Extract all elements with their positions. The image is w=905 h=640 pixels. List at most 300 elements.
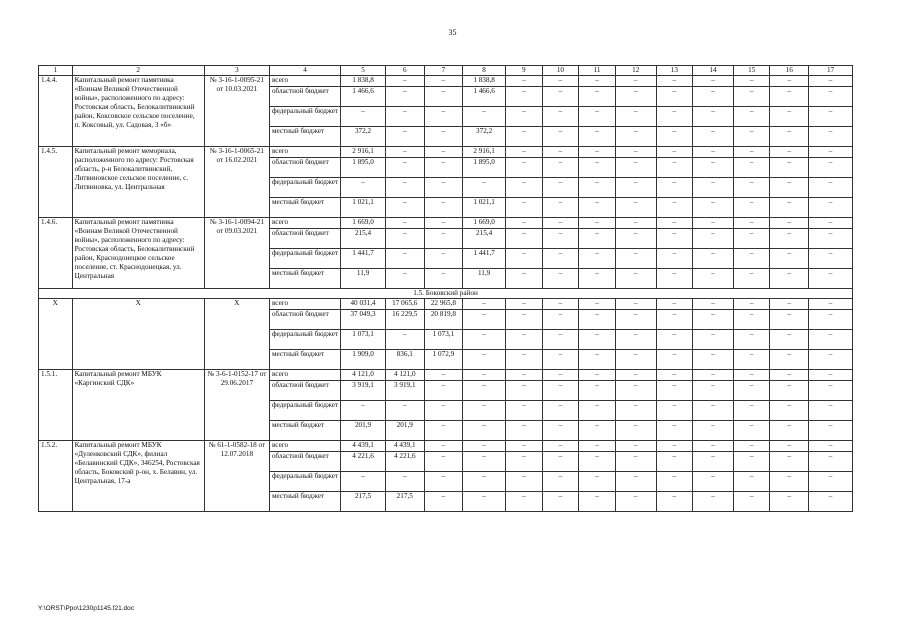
funding-source-label: местный бюджет — [269, 350, 340, 370]
funding-source-label: областной бюджет — [269, 87, 340, 107]
funding-source-label: областной бюджет — [269, 229, 340, 249]
empty-year-cell: – — [542, 249, 579, 269]
funding-source-label: федеральный бюджет — [269, 472, 340, 492]
empty-year-cell: – — [733, 127, 770, 147]
empty-year-cell: – — [770, 472, 809, 492]
funding-source-label: областной бюджет — [269, 158, 340, 178]
empty-year-cell: – — [579, 76, 616, 87]
value-cell: – — [424, 249, 463, 269]
value-cell: – — [341, 107, 386, 127]
empty-year-cell: – — [770, 76, 809, 87]
value-cell: – — [463, 178, 506, 198]
empty-year-cell: – — [693, 299, 734, 310]
empty-year-cell: – — [656, 229, 693, 249]
empty-year-cell: – — [733, 229, 770, 249]
value-cell: 1 466,6 — [341, 87, 386, 107]
empty-year-cell: – — [615, 401, 656, 421]
empty-year-cell: – — [693, 492, 734, 512]
empty-year-cell: – — [693, 229, 734, 249]
empty-year-cell: – — [615, 421, 656, 441]
empty-year-cell: – — [693, 472, 734, 492]
empty-year-cell: – — [693, 158, 734, 178]
header-row — [39, 66, 853, 76]
empty-year-cell: – — [656, 299, 693, 310]
value-cell: 1 669,0 — [463, 218, 506, 229]
empty-year-cell: – — [579, 421, 616, 441]
value-cell: 1 838,8 — [341, 76, 386, 87]
value-cell: – — [385, 229, 424, 249]
empty-year-cell: – — [579, 330, 616, 350]
empty-year-cell: – — [615, 370, 656, 381]
empty-year-cell: – — [693, 127, 734, 147]
empty-year-cell: – — [809, 76, 853, 87]
value-cell: 40 031,4 — [341, 299, 386, 310]
value-cell: – — [424, 87, 463, 107]
column-number-header: 13 — [656, 66, 693, 76]
empty-year-cell: – — [770, 107, 809, 127]
empty-year-cell: – — [770, 229, 809, 249]
empty-year-cell: – — [505, 330, 542, 350]
empty-year-cell: – — [770, 310, 809, 330]
value-cell: 1 073,1 — [424, 330, 463, 350]
value-cell: 1 838,8 — [463, 76, 506, 87]
region-title: 1.5. Боковский район — [39, 289, 853, 299]
empty-year-cell: – — [733, 421, 770, 441]
funding-source-label: местный бюджет — [269, 198, 340, 218]
empty-year-cell: – — [733, 218, 770, 229]
empty-year-cell: – — [656, 381, 693, 401]
value-cell: – — [424, 492, 463, 512]
empty-year-cell: – — [579, 147, 616, 158]
file-path-footer: Y:\ORST\Ppo\1230p1145.f21.doc — [38, 605, 135, 612]
value-cell: – — [424, 472, 463, 492]
document-reference: № 3-16-1-0065-21 от 16.02.2021 — [204, 147, 269, 218]
empty-year-cell: – — [505, 76, 542, 87]
empty-year-cell: – — [733, 452, 770, 472]
empty-year-cell: – — [615, 381, 656, 401]
empty-year-cell: – — [505, 87, 542, 107]
value-cell: – — [385, 249, 424, 269]
empty-year-cell: – — [809, 401, 853, 421]
empty-year-cell: – — [579, 87, 616, 107]
empty-year-cell: – — [733, 198, 770, 218]
object-name: Капитальный ремонт мемориала, расположенного по адресу: Ростовская область, р-н Белокалитвинский, Литвиновское сельское поселение, с. Литвиновка, ул. Центральная — [72, 147, 204, 218]
empty-year-cell: – — [770, 330, 809, 350]
empty-year-cell: – — [809, 472, 853, 492]
value-cell: – — [424, 421, 463, 441]
empty-year-cell: – — [656, 158, 693, 178]
empty-year-cell: – — [615, 452, 656, 472]
empty-year-cell: – — [733, 401, 770, 421]
value-cell: – — [424, 229, 463, 249]
empty-year-cell: – — [579, 158, 616, 178]
empty-year-cell: – — [615, 158, 656, 178]
column-number-header: 17 — [809, 66, 853, 76]
empty-year-cell: – — [615, 178, 656, 198]
value-cell: 1 441,7 — [341, 249, 386, 269]
empty-year-cell: – — [656, 310, 693, 330]
empty-year-cell: – — [615, 218, 656, 229]
empty-year-cell: – — [693, 452, 734, 472]
document-reference: № 3-16-1-0094-21 от 09.03.2021 — [204, 218, 269, 289]
funding-source-label: областной бюджет — [269, 310, 340, 330]
column-number-header: 5 — [341, 66, 386, 76]
empty-year-cell: – — [809, 178, 853, 198]
empty-year-cell: – — [579, 229, 616, 249]
value-cell: – — [463, 472, 506, 492]
empty-year-cell: – — [770, 421, 809, 441]
column-number-header: 2 — [72, 66, 204, 76]
value-cell: 20 819,8 — [424, 310, 463, 330]
empty-year-cell: – — [656, 249, 693, 269]
value-cell: – — [463, 452, 506, 472]
value-cell: – — [424, 147, 463, 158]
x-marker: Х — [72, 299, 204, 370]
value-cell: – — [385, 198, 424, 218]
value-cell: 4 121,0 — [341, 370, 386, 381]
value-cell: – — [463, 492, 506, 512]
empty-year-cell: – — [693, 198, 734, 218]
empty-year-cell: – — [656, 370, 693, 381]
value-cell: – — [385, 147, 424, 158]
budget-table — [38, 65, 853, 512]
column-number-header: 6 — [385, 66, 424, 76]
empty-year-cell: – — [505, 350, 542, 370]
empty-year-cell: – — [656, 198, 693, 218]
page-number: 35 — [448, 28, 457, 37]
empty-year-cell: – — [693, 310, 734, 330]
value-cell: 16 229,5 — [385, 310, 424, 330]
empty-year-cell: – — [733, 107, 770, 127]
empty-year-cell: – — [693, 350, 734, 370]
value-cell: 4 121,0 — [385, 370, 424, 381]
empty-year-cell: – — [770, 178, 809, 198]
empty-year-cell: – — [656, 218, 693, 229]
empty-year-cell: – — [542, 269, 579, 289]
empty-year-cell: – — [656, 472, 693, 492]
empty-year-cell: – — [542, 401, 579, 421]
value-cell: – — [463, 401, 506, 421]
empty-year-cell: – — [733, 381, 770, 401]
empty-year-cell: – — [615, 492, 656, 512]
funding-source-label: областной бюджет — [269, 452, 340, 472]
value-cell: 372,2 — [341, 127, 386, 147]
value-cell: – — [424, 269, 463, 289]
empty-year-cell: – — [656, 401, 693, 421]
value-cell: 372,2 — [463, 127, 506, 147]
empty-year-cell: – — [579, 492, 616, 512]
funding-source-label: всего — [269, 370, 340, 381]
empty-year-cell: – — [656, 452, 693, 472]
empty-year-cell: – — [542, 158, 579, 178]
value-cell: – — [463, 350, 506, 370]
funding-source-label: областной бюджет — [269, 381, 340, 401]
column-number-header: 14 — [693, 66, 734, 76]
empty-year-cell: – — [656, 76, 693, 87]
empty-year-cell: – — [505, 218, 542, 229]
empty-year-cell: – — [542, 310, 579, 330]
empty-year-cell: – — [505, 310, 542, 330]
object-name: Капитальный ремонт памятника «Воинам Великой Отечественной войны», расположенного по адресу: Ростовская область, Белокалитвинский район, Коксовское сельское поселение, п. Коксовый, ул. Садовая, 3 «б» — [72, 76, 204, 147]
empty-year-cell: – — [770, 370, 809, 381]
empty-year-cell: – — [656, 441, 693, 452]
table-row — [39, 76, 853, 87]
value-cell: – — [385, 218, 424, 229]
region-title-row — [39, 289, 853, 299]
empty-year-cell: – — [542, 421, 579, 441]
empty-year-cell: – — [656, 107, 693, 127]
value-cell: – — [424, 441, 463, 452]
funding-source-label: федеральный бюджет — [269, 401, 340, 421]
empty-year-cell: – — [770, 249, 809, 269]
empty-year-cell: – — [579, 452, 616, 472]
value-cell: 17 065,6 — [385, 299, 424, 310]
empty-year-cell: – — [809, 350, 853, 370]
empty-year-cell: – — [542, 218, 579, 229]
empty-year-cell: – — [579, 310, 616, 330]
column-number-header: 11 — [579, 66, 616, 76]
empty-year-cell: – — [505, 147, 542, 158]
empty-year-cell: – — [770, 269, 809, 289]
empty-year-cell: – — [615, 87, 656, 107]
value-cell: 22 965,8 — [424, 299, 463, 310]
empty-year-cell: – — [615, 198, 656, 218]
value-cell: 11,9 — [341, 269, 386, 289]
empty-year-cell: – — [656, 147, 693, 158]
funding-source-label: федеральный бюджет — [269, 107, 340, 127]
value-cell: – — [424, 218, 463, 229]
funding-source-label: всего — [269, 218, 340, 229]
column-number-header: 3 — [204, 66, 269, 76]
empty-year-cell: – — [770, 401, 809, 421]
value-cell: 1 895,0 — [463, 158, 506, 178]
funding-source-label: всего — [269, 76, 340, 87]
empty-year-cell: – — [579, 441, 616, 452]
empty-year-cell: – — [505, 492, 542, 512]
value-cell: 1 441,7 — [463, 249, 506, 269]
empty-year-cell: – — [809, 492, 853, 512]
empty-year-cell: – — [579, 370, 616, 381]
empty-year-cell: – — [733, 492, 770, 512]
empty-year-cell: – — [809, 87, 853, 107]
item-number: 1.5.2. — [39, 441, 73, 512]
empty-year-cell: – — [615, 147, 656, 158]
value-cell: – — [385, 158, 424, 178]
empty-year-cell: – — [542, 127, 579, 147]
empty-year-cell: – — [733, 441, 770, 452]
value-cell: 217,5 — [341, 492, 386, 512]
table-row — [39, 441, 853, 452]
empty-year-cell: – — [809, 269, 853, 289]
empty-year-cell: – — [733, 472, 770, 492]
value-cell: – — [341, 178, 386, 198]
empty-year-cell: – — [809, 310, 853, 330]
value-cell: – — [341, 472, 386, 492]
value-cell: 215,4 — [463, 229, 506, 249]
object-name: Капитальный ремонт МБУК «Дуленковский СДК», филиал «Белавинский СДК», 346254, Ростовская область, Боковский р-он, х. Белавин, ул. Центральная, 17-а — [72, 441, 204, 512]
empty-year-cell: – — [505, 421, 542, 441]
empty-year-cell: – — [579, 107, 616, 127]
empty-year-cell: – — [770, 218, 809, 229]
document-reference: № 3-6-1-0152-17 от 29.06.2017 — [204, 370, 269, 441]
x-marker: Х — [204, 299, 269, 370]
empty-year-cell: – — [542, 350, 579, 370]
value-cell: 4 221,6 — [385, 452, 424, 472]
value-cell: 201,9 — [341, 421, 386, 441]
value-cell: – — [463, 299, 506, 310]
value-cell: 215,4 — [341, 229, 386, 249]
value-cell: 217,5 — [385, 492, 424, 512]
document-reference: № 61-1-0582-18 от 12.07.2018 — [204, 441, 269, 512]
empty-year-cell: – — [615, 76, 656, 87]
empty-year-cell: – — [809, 370, 853, 381]
column-number-header: 15 — [733, 66, 770, 76]
value-cell: – — [385, 76, 424, 87]
empty-year-cell: – — [615, 472, 656, 492]
empty-year-cell: – — [542, 441, 579, 452]
empty-year-cell: – — [733, 330, 770, 350]
table-row — [39, 147, 853, 158]
empty-year-cell: – — [770, 299, 809, 310]
value-cell: – — [463, 107, 506, 127]
empty-year-cell: – — [542, 472, 579, 492]
empty-year-cell: – — [505, 107, 542, 127]
value-cell: – — [424, 76, 463, 87]
empty-year-cell: – — [579, 198, 616, 218]
empty-year-cell: – — [770, 452, 809, 472]
empty-year-cell: – — [656, 330, 693, 350]
empty-year-cell: – — [693, 370, 734, 381]
empty-year-cell: – — [656, 350, 693, 370]
empty-year-cell: – — [733, 76, 770, 87]
value-cell: 37 049,3 — [341, 310, 386, 330]
empty-year-cell: – — [809, 127, 853, 147]
region-total-row — [39, 299, 853, 310]
empty-year-cell: – — [656, 127, 693, 147]
empty-year-cell: – — [656, 492, 693, 512]
column-number-header: 12 — [615, 66, 656, 76]
column-number-header: 7 — [424, 66, 463, 76]
funding-source-label: местный бюджет — [269, 127, 340, 147]
empty-year-cell: – — [505, 472, 542, 492]
funding-source-label: всего — [269, 299, 340, 310]
value-cell: 1 021,1 — [463, 198, 506, 218]
value-cell: 1 909,0 — [341, 350, 386, 370]
value-cell: – — [385, 127, 424, 147]
empty-year-cell: – — [615, 127, 656, 147]
column-number-header: 8 — [463, 66, 506, 76]
empty-year-cell: – — [542, 76, 579, 87]
empty-year-cell: – — [733, 87, 770, 107]
empty-year-cell: – — [542, 229, 579, 249]
value-cell: – — [385, 472, 424, 492]
empty-year-cell: – — [809, 249, 853, 269]
empty-year-cell: – — [770, 158, 809, 178]
empty-year-cell: – — [809, 452, 853, 472]
empty-year-cell: – — [615, 299, 656, 310]
value-cell: – — [385, 330, 424, 350]
empty-year-cell: – — [809, 381, 853, 401]
empty-year-cell: – — [542, 299, 579, 310]
empty-year-cell: – — [579, 269, 616, 289]
empty-year-cell: – — [505, 178, 542, 198]
value-cell: – — [463, 330, 506, 350]
value-cell: – — [424, 178, 463, 198]
empty-year-cell: – — [809, 107, 853, 127]
empty-year-cell: – — [693, 178, 734, 198]
empty-year-cell: – — [615, 269, 656, 289]
empty-year-cell: – — [656, 87, 693, 107]
value-cell: 2 916,1 — [341, 147, 386, 158]
empty-year-cell: – — [770, 441, 809, 452]
empty-year-cell: – — [809, 198, 853, 218]
empty-year-cell: – — [809, 147, 853, 158]
value-cell: – — [424, 452, 463, 472]
empty-year-cell: – — [615, 330, 656, 350]
empty-year-cell: – — [505, 127, 542, 147]
object-name: Капитальный ремонт памятника «Воинам Великой Отечественной войны», расположенного по адресу: Ростовская область, Белокалитвинский район, Краснодонецкое сельское поселение, ст. Краснодонецкая, ул. Центральная — [72, 218, 204, 289]
empty-year-cell: – — [770, 87, 809, 107]
value-cell: 4 439,1 — [385, 441, 424, 452]
empty-year-cell: – — [693, 147, 734, 158]
empty-year-cell: – — [542, 381, 579, 401]
value-cell: 3 919,1 — [341, 381, 386, 401]
column-number-header: 9 — [505, 66, 542, 76]
value-cell: – — [385, 107, 424, 127]
item-number: 1.4.6. — [39, 218, 73, 289]
funding-source-label: местный бюджет — [269, 492, 340, 512]
value-cell: 1 466,6 — [463, 87, 506, 107]
empty-year-cell: – — [693, 87, 734, 107]
empty-year-cell: – — [505, 269, 542, 289]
empty-year-cell: – — [693, 218, 734, 229]
empty-year-cell: – — [579, 299, 616, 310]
empty-year-cell: – — [579, 249, 616, 269]
empty-year-cell: – — [809, 229, 853, 249]
empty-year-cell: – — [542, 198, 579, 218]
x-marker: Х — [39, 299, 73, 370]
empty-year-cell: – — [770, 381, 809, 401]
empty-year-cell: – — [809, 421, 853, 441]
empty-year-cell: – — [615, 107, 656, 127]
empty-year-cell: – — [733, 269, 770, 289]
empty-year-cell: – — [693, 441, 734, 452]
empty-year-cell: – — [693, 107, 734, 127]
value-cell: 11,9 — [463, 269, 506, 289]
empty-year-cell: – — [733, 370, 770, 381]
item-number: 1.5.1. — [39, 370, 73, 441]
value-cell: – — [385, 269, 424, 289]
table-row — [39, 218, 853, 229]
empty-year-cell: – — [505, 401, 542, 421]
funding-source-label: федеральный бюджет — [269, 249, 340, 269]
empty-year-cell: – — [542, 330, 579, 350]
empty-year-cell: – — [809, 218, 853, 229]
value-cell: 1 669,0 — [341, 218, 386, 229]
value-cell: – — [424, 381, 463, 401]
empty-year-cell: – — [770, 198, 809, 218]
funding-source-label: федеральный бюджет — [269, 178, 340, 198]
value-cell: 1 895,0 — [341, 158, 386, 178]
document-reference: № 3-16-1-0095-21 от 10.03.2021 — [204, 76, 269, 147]
funding-source-label: местный бюджет — [269, 269, 340, 289]
value-cell: 2 916,1 — [463, 147, 506, 158]
value-cell: – — [385, 87, 424, 107]
value-cell: – — [463, 441, 506, 452]
empty-year-cell: – — [615, 310, 656, 330]
empty-year-cell: – — [542, 107, 579, 127]
empty-year-cell: – — [770, 492, 809, 512]
